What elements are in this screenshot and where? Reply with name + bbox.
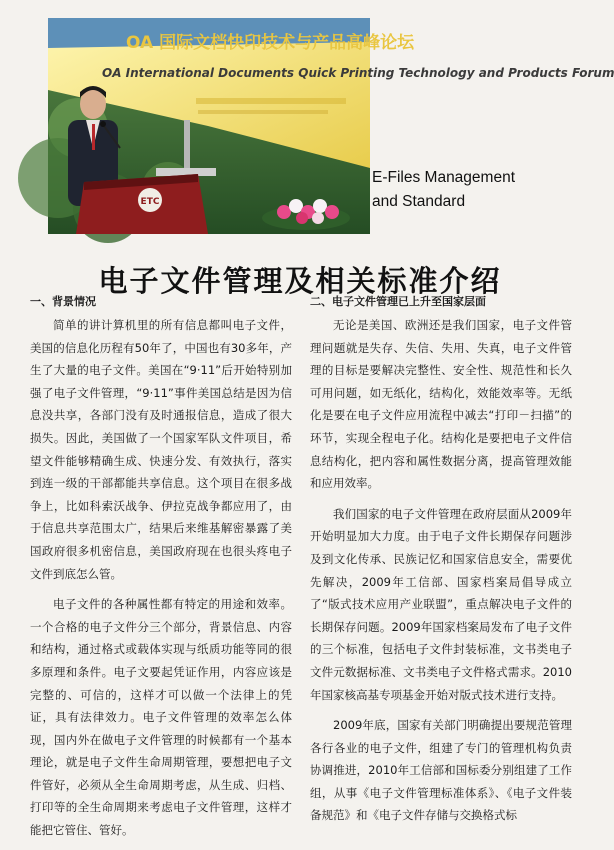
banner-title-english: OA International Documents Quick Printing Technology and Products Forum	[102, 66, 614, 80]
podium-logo-icon	[138, 188, 162, 212]
right-column	[310, 294, 572, 835]
banner-title-chinese: OA 国际文档快印技术与产品高峰论坛	[126, 33, 415, 53]
english-subtitle	[372, 166, 515, 214]
podium	[76, 174, 208, 234]
section-heading-national-level: 二、电子文件管理已上升至国家层面	[310, 295, 486, 308]
article-title: 电子文件管理及相关标准介绍	[98, 264, 502, 299]
section-heading-background: 一、背景情况	[30, 295, 96, 308]
english-subtitle-line-2: and Standard	[372, 193, 466, 210]
paragraph: 我们国家的电子文件管理在政府层面从2009年开始明显加大力度。由于电子文件长期保存问题涉及到文化传承、民族记忆和国家信息安全，需要优先解决，2009年工信部、国家档案局倡导成立了“版式技术应用产业联盟”，重点解决电子文件的长期保存问题。2009年国家档案局发布了电子文件的三个标准，包括电子文件封装标准，文书类电子文件元数据标准、文书类电子文件格式需求。2010年国家核高基专项基金开始对版式技术进行支持。	[310, 506, 572, 702]
paragraph: 简单的讲计算机里的所有信息都叫电子文件，美国的信息化历程有50年了，中国也有30多年，产生了大量的电子文件。美国在“9·11”后开始特别加强了电子文件管理，“9·11”事件美国总结是因为信息没共享，各部门没有及时通报信息，造成了很大损失。因此，美国做了一个国家军队文件项目，希望文件能够精确生成、快速分发、有效执行，落实到连一级的干部都能共享信息。这个项目在很多战争上，比如科索沃战争、伊拉克战争都应用了，由于信息共享范围太广，结果后来维基解密暴露了美国政府很多机密信息，美国政府现在也很头疼电子文件到底怎么管。	[30, 318, 292, 581]
left-column	[30, 294, 292, 850]
paragraph: 电子文件的各种属性都有特定的用途和效率。一个合格的电子文件分三个部分，背景信息、内容和结构，通过格式或载体实现与纸质功能等同的很多原理和条件。电子文要起凭证作用，内容应该是完整的、可信的，这样才可以做一个法律上的凭证，具有法律效力。电子文件管理的效率怎么体现，国内外在做电子文件管理的时候都有一个基本理论，就是电子文件生命周期管理，要想把电子文件管好，必须从全生命周期考虑，从生成、归档、打印等的全生命周期来考虑电子文件管理，这样才能把它管住、管好。	[30, 597, 292, 838]
paragraph: 无论是美国、欧洲还是我们国家，电子文件管理问题就是失存、失信、失用、失真，电子文件管理的目标是要解决完整性、安全性、规范性和长久可用问题，如无纸化，结构化，效能效率等。无纸化是要在电子文件应用流程中减去“打印－扫描”的环节，实现全程电子化。结构化是要把电子文件信息结构化，把内容和属性数据分离，提高管理效能和应用效率。	[310, 318, 572, 491]
english-subtitle-line-1: E-Files Management	[372, 169, 516, 186]
podium-logo-text: ETC	[140, 197, 160, 207]
paragraph: 2009年底，国家有关部门明确提出要规范管理各行各业的电子文件，组建了专门的管理机构负责协调推进，2010年工信部和国标委分别组建了工作组，从事《电子文件管理标准体系》、《电子文件装备规范》和《电子文件存储与交换格式标	[310, 718, 572, 823]
